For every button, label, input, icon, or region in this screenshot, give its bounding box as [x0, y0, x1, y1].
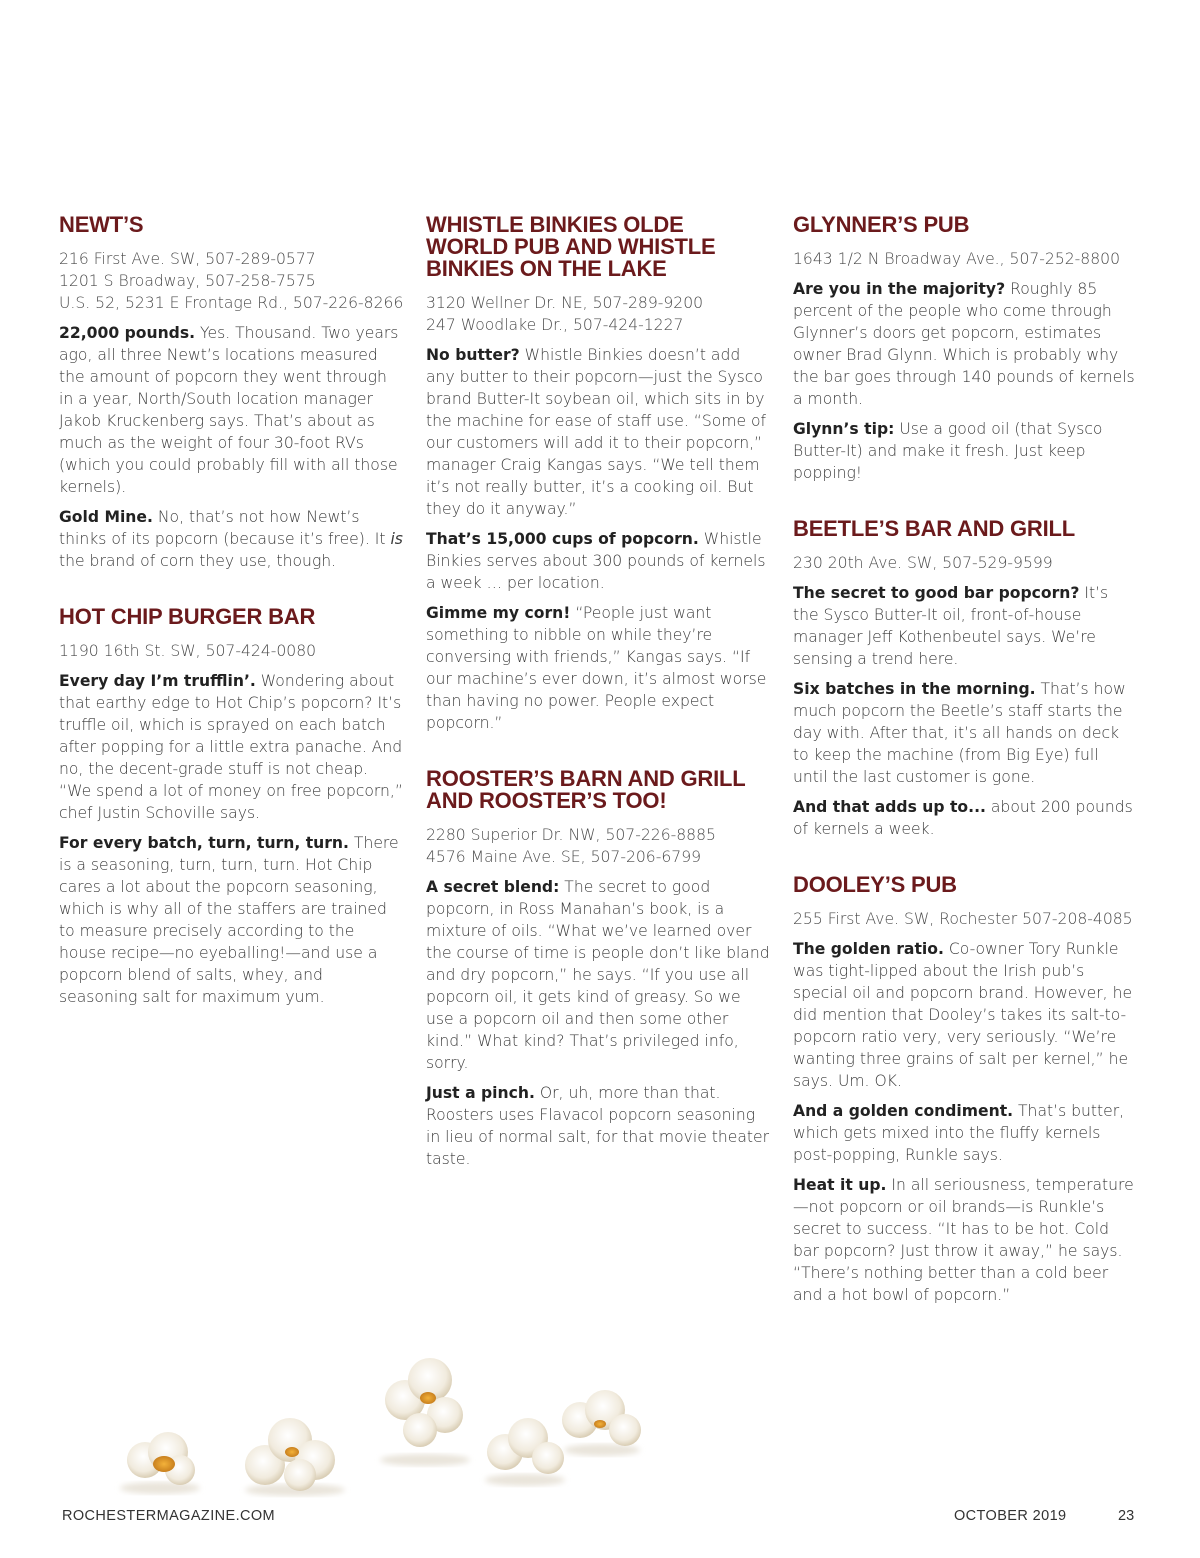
address-line: 2280 Superior Dr. NW, 507-226-8885 [426, 826, 716, 844]
paragraph-lead: Just a pinch. [426, 1084, 535, 1102]
paragraph-lead: The golden ratio. [793, 940, 944, 958]
paragraph-lead: For every batch, turn, turn, turn. [59, 834, 349, 852]
section-whistle-binkies [426, 214, 771, 734]
section-beetles [793, 518, 1138, 840]
paragraph [426, 528, 771, 594]
address-block [59, 640, 404, 662]
paragraph-lead: Six batches in the morning. [793, 680, 1036, 698]
paragraph [426, 602, 771, 734]
address-line: 247 Woodlake Dr., 507-424-1227 [426, 316, 684, 334]
paragraph [793, 938, 1138, 1092]
paragraph-text: Co-owner Tory Runkle was tight-lipped about the Irish pub’s special oil and popcorn brand. However, he did mention that Dooley’s takes its salt-to-popcorn ratio very, very seriously. “We’re wanting three grains of salt per kernel,” he says. Um. OK. [793, 940, 1133, 1090]
paragraph-text: Or, uh, more than that. Roosters uses Flavacol popcorn seasoning in lieu of normal salt, for that movie theater taste. [426, 1084, 770, 1168]
paragraph-lead: Gold Mine. [59, 508, 153, 526]
paragraph-text: Use a good oil (that Sysco Butter-It) and make it fresh. Just keep popping! [793, 420, 1103, 482]
address-block [426, 824, 771, 868]
paragraph [426, 344, 771, 520]
paragraph-text: about 200 pounds of kernels a week. [793, 798, 1133, 838]
address-block [426, 292, 771, 336]
column-2 [426, 214, 771, 1196]
column-3 [793, 214, 1138, 1332]
paragraph [793, 278, 1138, 410]
section-title: DOOLEY’S PUB [793, 872, 957, 897]
paragraph [793, 582, 1138, 670]
paragraph-text: “People just want something to nibble on while they’re conversing with friends,” Kangas says. “If our machine’s ever down, it’s almost worse than having no power. People expect popcorn.” [426, 604, 767, 732]
paragraph-lead: That’s 15,000 cups of popcorn. [426, 530, 699, 548]
paragraph-emphasis: is [390, 530, 403, 548]
paragraph-text: That’s butter, which gets mixed into the fluffy kernels post-popping, Runkle says. [793, 1102, 1125, 1164]
paragraph [793, 1174, 1138, 1306]
address-line: 216 First Ave. SW, 507-289-0577 [59, 250, 316, 268]
paragraph-text: That’s how much popcorn the Beetle’s staff starts the day with. After that, it’s all hands on deck to keep the machine (from Big Eye) full until the last customer is gone. [793, 680, 1126, 786]
address-line: 255 First Ave. SW, Rochester 507-208-4085 [793, 910, 1133, 928]
footer-page-number: 23 [1118, 1508, 1135, 1524]
section-title: ROOSTER’S BARN AND GRILL AND ROOSTER’S TOO! [426, 766, 746, 813]
paragraph-lead: And that adds up to... [793, 798, 986, 816]
address-line: 1643 1/2 N Broadway Ave., 507-252-8800 [793, 250, 1120, 268]
paragraph-lead: Glynn’s tip: [793, 420, 895, 438]
section-hot-chip [59, 606, 404, 1008]
paragraph [59, 832, 404, 1008]
paragraph-text: Wondering about that earthy edge to Hot Chip’s popcorn? It’s truffle oil, which is sprayed on each batch after popping for a little extra panache. And no, the decent-grade stuff is not cheap. “We spend a lot of money on free popcorn,” chef Justin Schoville says. [59, 672, 403, 822]
column-1 [59, 214, 404, 1034]
paragraph-text: Roughly 85 percent of the people who come through Glynner’s doors get popcorn, estimates owner Brad Glynn. Which is probably why the bar goes through 140 pounds of kernels a month. [793, 280, 1135, 408]
address-block [793, 552, 1138, 574]
paragraph-text: There is a seasoning, turn, turn, turn. Hot Chip cares a lot about the popcorn seasoning, which is why all of the staffers are trained to measure precisely according to the house recipe—no eyeballing!—and use a popcorn blend of salts, whey, and seasoning salt for maximum yum. [59, 834, 399, 1006]
paragraph [793, 418, 1138, 484]
paragraph-lead: Are you in the majority? [793, 280, 1006, 298]
kernel-5 [562, 1390, 641, 1456]
address-block [793, 908, 1138, 930]
paragraph-text: No, that’s not how Newt’s thinks of its popcorn (because it’s free). It [59, 508, 391, 548]
section-dooleys [793, 874, 1138, 1306]
section-newts [59, 214, 404, 572]
paragraph-lead: 22,000 pounds. [59, 324, 196, 342]
paragraph-lead: And a golden condiment. [793, 1102, 1014, 1120]
paragraph-text: the brand of corn they use, though. [59, 552, 337, 570]
section-title: BEETLE’S BAR AND GRILL [793, 516, 1076, 541]
kernel-1 [120, 1432, 200, 1494]
paragraph-text: Yes. Thousand. Two years ago, all three Newt’s locations measured the amount of popcorn they went through in a year, North/South location manager Jakob Kruckenberg says. That’s about as much as the weight of four 30-foot RVs (which you could probably fill with all those kernels). [59, 324, 399, 496]
paragraph [793, 1100, 1138, 1166]
address-line: 1190 16th St. SW, 507-424-0080 [59, 642, 317, 660]
paragraph [59, 322, 404, 498]
section-roosters [426, 768, 771, 1170]
paragraph [59, 670, 404, 824]
address-line: U.S. 52, 5231 E Frontage Rd., 507-226-8266 [59, 294, 404, 312]
paragraph-lead: Heat it up. [793, 1176, 887, 1194]
kernel-3 [380, 1358, 470, 1466]
kernel-4 [485, 1418, 565, 1486]
footer-issue-date: OCTOBER 2019 [954, 1508, 1067, 1524]
address-block [59, 248, 404, 314]
address-line: 230 20th Ave. SW, 507-529-9599 [793, 554, 1053, 572]
section-glynners [793, 214, 1138, 484]
section-title: GLYNNER’S PUB [793, 212, 970, 237]
paragraph-lead: Gimme my corn! [426, 604, 571, 622]
paragraph [426, 1082, 771, 1170]
section-title: WHISTLE BINKIES OLDE WORLD PUB AND WHISTLE BINKIES ON THE LAKE [426, 212, 716, 281]
footer-site: ROCHESTERMAGAZINE.COM [62, 1508, 276, 1524]
address-block [793, 248, 1138, 270]
paragraph [59, 506, 404, 572]
paragraph-text: Whistle Binkies serves about 300 pounds of kernels a week … per location. [426, 530, 766, 592]
address-line: 4576 Maine Ave. SE, 507-206-6799 [426, 848, 702, 866]
paragraph-lead: A secret blend: [426, 878, 560, 896]
popcorn-image [60, 1340, 740, 1500]
section-title: NEWT’S [59, 212, 144, 237]
paragraph-text: The secret to good popcorn, in Ross Manahan’s book, is a mixture of oils. “What we’ve learned over the course of time is people don’t like bland and dry popcorn,” he says. “If you use all popcorn oil, it gets kind of greasy. So we use a popcorn oil and then some other kind.” What kind? That’s privileged info, sorry. [426, 878, 770, 1072]
paragraph [793, 678, 1138, 788]
paragraph-lead: Every day I’m trufflin’. [59, 672, 256, 690]
paragraph-text: It’s the Sysco Butter-It oil, front-of-house manager Jeff Kothenbeutel says. We’re sensing a trend here. [793, 584, 1109, 668]
address-line: 1201 S Broadway, 507-258-7575 [59, 272, 316, 290]
section-title: HOT CHIP BURGER BAR [59, 604, 316, 629]
paragraph [426, 876, 771, 1074]
paragraph-text: Whistle Binkies doesn’t add any butter to their popcorn—just the Sysco brand Butter-It soybean oil, which sits in by the machine for ease of staff use. “Some of our customers will add it to their popcorn,” manager Craig Kangas says. “We tell them it’s not really butter, it’s a cooking oil. But they do it anyway.” [426, 346, 767, 518]
address-line: 3120 Wellner Dr. NE, 507-289-9200 [426, 294, 704, 312]
paragraph-lead: No butter? [426, 346, 520, 364]
paragraph-lead: The secret to good bar popcorn? [793, 584, 1080, 602]
kernel-2 [245, 1418, 345, 1496]
paragraph [793, 796, 1138, 840]
paragraph-text: In all seriousness, temperature—not popcorn or oil brands—is Runkle’s secret to success. “It has to be hot. Cold bar popcorn? Just throw it away,” he says. “There’s nothing better than a cold beer and a hot bowl of popcorn.” [793, 1176, 1134, 1304]
